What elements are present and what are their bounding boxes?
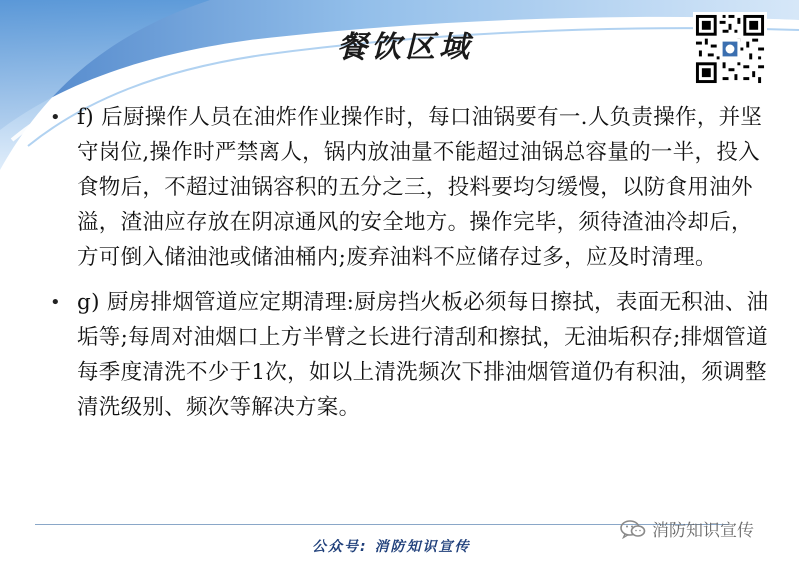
qr-code-icon xyxy=(693,12,767,86)
footer-account: 公众号: 消防知识宣传 xyxy=(312,539,471,555)
bullet-item xyxy=(50,100,770,275)
bullet-text: g) 厨房排烟管道应定期清理:厨房挡火板必须每日擦拭，表面无积油、油垢等;每周对油烟口上方半臂之长进行清刮和擦拭，无油垢积存;排烟管道每季度清洗不少于1次，如以上清洗频次下排油烟管道仍有积油，须调整清洗级别、频次等解决方案。 xyxy=(77,290,769,420)
bullet-text: f) 后厨操作人员在油炸作业操作时，每口油锅要有一.人负责操作，并坚守岗位,操作时严禁离人，锅内放油量不能超过油锅总容量的一半，投入食物后，不超过油锅容积的五分之三，投料要均匀缓慢，以防食用油外溢，渣油应存放在阴凉通风的安全地方。操作完毕，须待渣油冷却后，方可倒入储油池或储油桶内;废弃油料不应储存过多，应及时清理。 xyxy=(77,105,763,270)
bullet-marker: • xyxy=(50,292,61,313)
watermark xyxy=(620,516,754,541)
watermark-text: 消防知识宣传 xyxy=(652,521,754,541)
wechat-icon xyxy=(620,519,646,539)
slide-title: 餐饮区域 xyxy=(337,30,473,65)
bullet-item xyxy=(50,285,770,425)
bullet-marker: • xyxy=(50,107,61,128)
bullet-list xyxy=(50,100,770,425)
